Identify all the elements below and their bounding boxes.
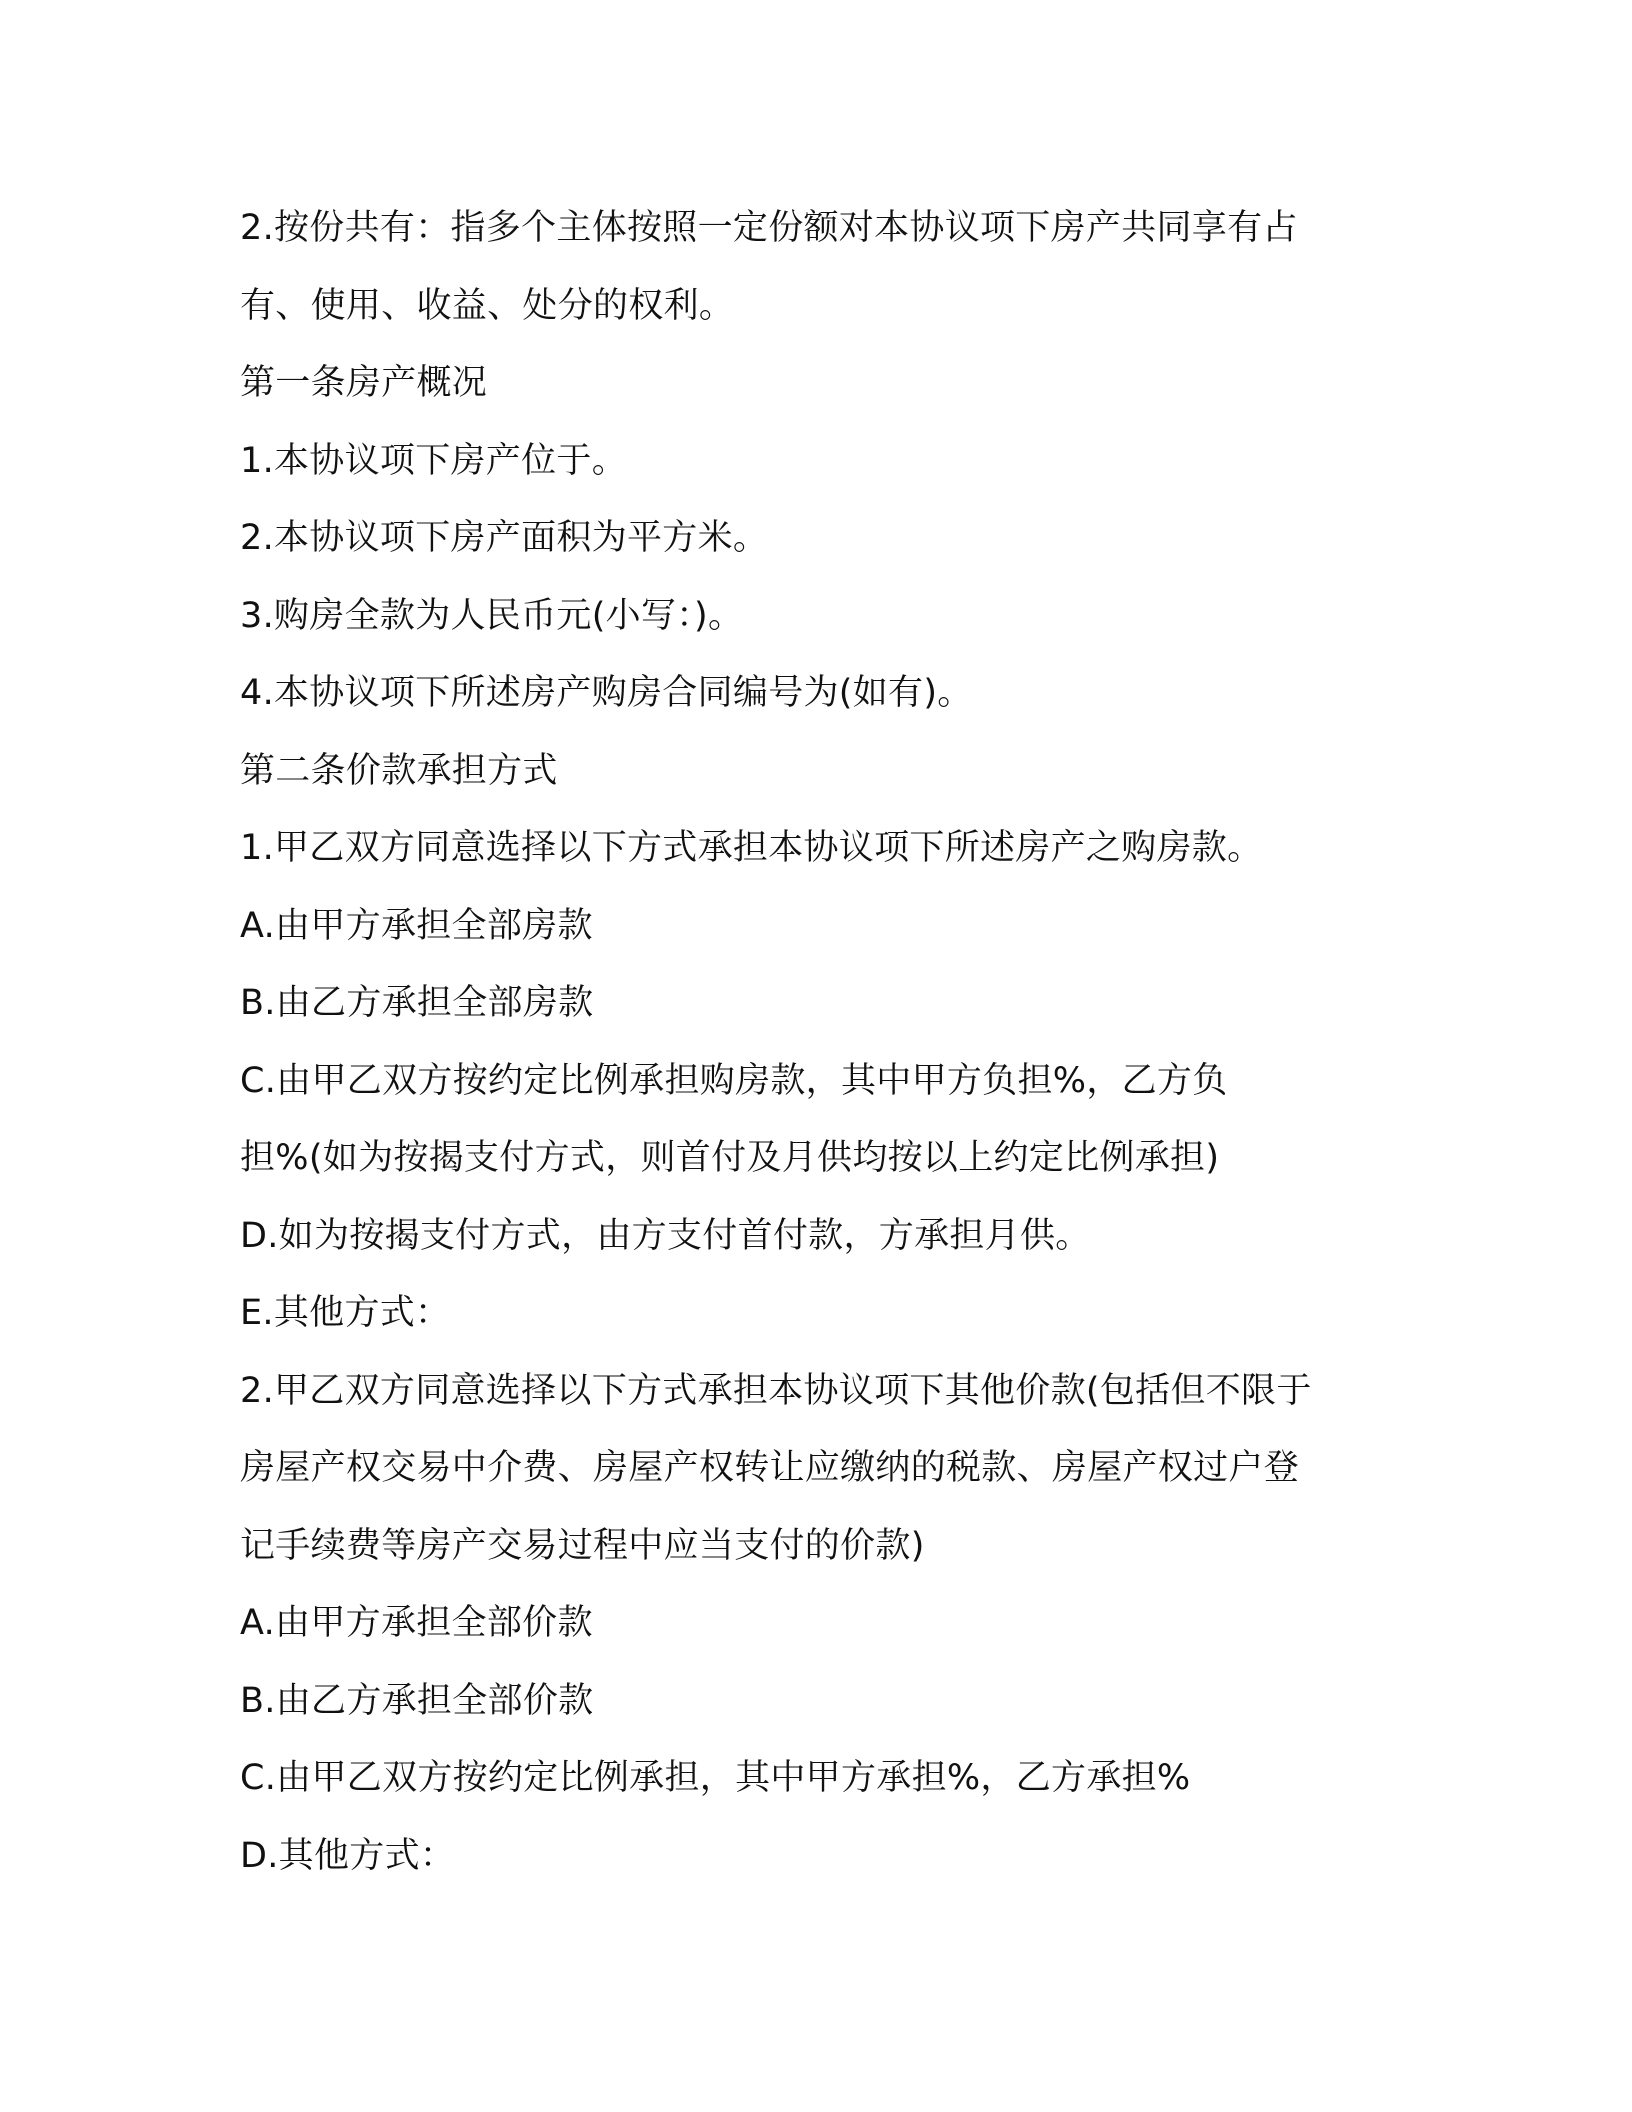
section-heading: 第二条价款承担方式 — [240, 750, 558, 791]
text-line: 1.甲乙双方同意选择以下方式承担本协议项下所述房产之购房款。 — [240, 828, 1263, 868]
text-line: 1.本协议项下房产位于。 — [240, 440, 627, 481]
option-line: C.由甲乙双方按约定比例承担购房款，其中甲方负担%，乙方负 — [240, 1060, 1228, 1101]
text-line: 2.甲乙双方同意选择以下方式承担本协议项下其他价款(包括但不限于 — [240, 1370, 1312, 1411]
text-line: 记手续费等房产交易过程中应当支付的价款) — [240, 1525, 925, 1566]
text-line: 有、使用、收益、处分的权利。 — [240, 285, 735, 326]
text-line: 担%(如为按揭支付方式，则首付及月供均按以上约定比例承担) — [240, 1138, 1220, 1178]
option-line: D.其他方式： — [240, 1835, 456, 1876]
text-line: 3.购房全款为人民币元(小写：)。 — [240, 595, 744, 636]
option-line: B.由乙方承担全部价款 — [240, 1680, 594, 1721]
text-line: 2.本协议项下房产面积为平方米。 — [240, 518, 769, 558]
section-heading: 第一条房产概况 — [240, 363, 488, 403]
option-line: C.由甲乙双方按约定比例承担，其中甲方承担%，乙方承担% — [240, 1758, 1191, 1798]
text-line: 房屋产权交易中介费、房屋产权转让应缴纳的税款、房屋产权过户登 — [240, 1448, 1300, 1488]
option-line: A.由甲方承担全部价款 — [240, 1603, 593, 1643]
option-line: D.如为按揭支付方式，由方支付首付款，方承担月供。 — [240, 1215, 1091, 1256]
option-line: E.其他方式： — [240, 1293, 451, 1333]
option-line: A.由甲方承担全部房款 — [240, 905, 593, 946]
document-body — [240, 190, 1390, 1895]
text-line: 4.本协议项下所述房产购房合同编号为(如有)。 — [240, 673, 973, 713]
text-line: 2.按份共有：指多个主体按照一定份额对本协议项下房产共同享有占 — [240, 208, 1298, 248]
option-line: B.由乙方承担全部房款 — [240, 983, 594, 1023]
